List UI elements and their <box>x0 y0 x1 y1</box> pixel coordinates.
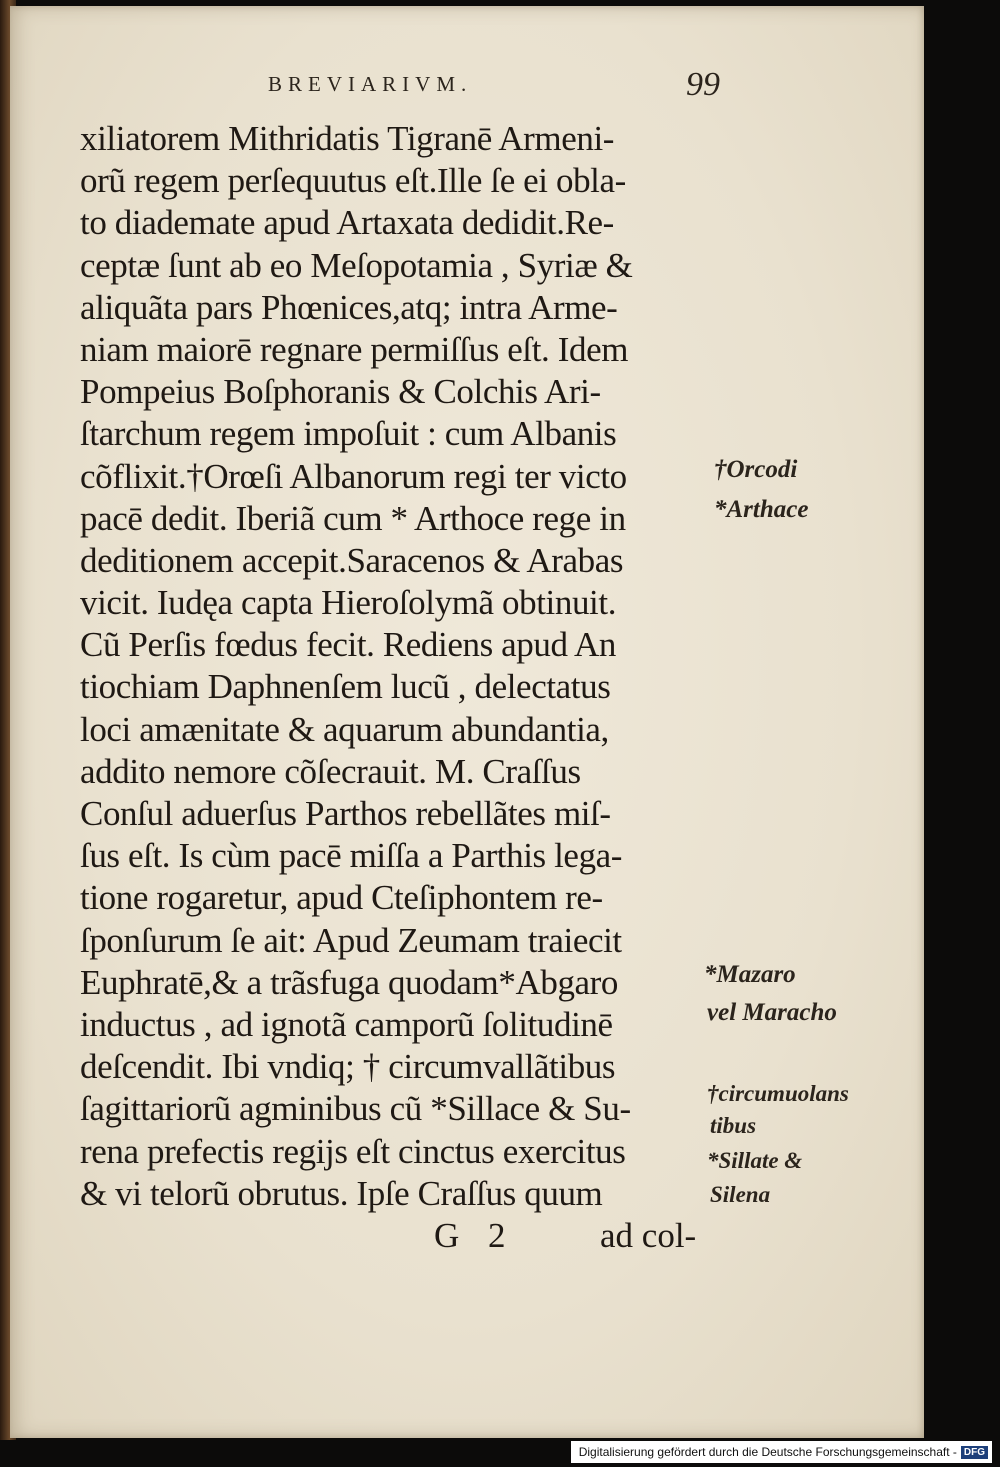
marginal-note-tibus: tibus <box>710 1113 757 1138</box>
text-line: pacē dedit. Iberiã cum * Arthoce rege in <box>80 498 626 538</box>
marginal-note-circumuolans: †circumuolans <box>707 1081 849 1106</box>
marginal-note-arthace: *Arthace <box>714 496 809 523</box>
book-page <box>10 6 924 1438</box>
text-line: niam maiorē regnare permiſſus eſt. Idem <box>80 329 629 369</box>
marginal-note-maracho: vel Maracho <box>707 999 837 1026</box>
marginal-note-sillate: *Sillate & <box>707 1148 803 1173</box>
text-line: addito nemore cõſecrauit. M. Craſſus <box>80 751 581 791</box>
text-line: aliquãta pars Phœnices,atq; intra Arme- <box>80 287 618 327</box>
marginal-note-mazaro: *Mazaro <box>704 961 796 988</box>
text-line: ſus eſt. Is cùm pacē miſſa a Parthis lega- <box>80 836 623 876</box>
catchword: ad col- <box>600 1216 697 1255</box>
text-line: ceptæ ſunt ab eo Meſopotamia , Syriæ & <box>80 245 633 285</box>
text-line: orũ regem perſequutus eſt.Ille ſe ei obla- <box>80 161 626 201</box>
marginal-note-orcodi: †Orcodi <box>714 456 798 483</box>
dfg-logo: DFG <box>961 1446 988 1459</box>
text-line: ſponſurum ſe ait: Apud Zeumam traiecit <box>80 920 622 960</box>
marginal-note-silena: Silena <box>710 1182 771 1207</box>
text-line: inductus , ad ignotã camporũ ſolitudinē <box>80 1004 613 1044</box>
text-line: ſtarchum regem impoſuit : cum Albanis <box>80 414 617 454</box>
signature-mark: G 2 <box>434 1216 516 1255</box>
main-text-block <box>80 118 720 1215</box>
text-line: tione rogaretur, apud Cteſiphontem re- <box>80 878 603 918</box>
text-line: cõflixit.†Orœſi Albanorum regi ter victo <box>80 456 627 496</box>
text-line: rena prefectis regijs eſt cinctus exercitus <box>80 1131 626 1171</box>
text-line: loci amænitate & aquarum abundantia, <box>80 709 609 749</box>
text-line: deſcendit. Ibi vndiq; † circumvallãtibus <box>80 1047 616 1087</box>
text-line: & vi telorũ obrutus. Ipſe Craſſus quum <box>80 1173 603 1213</box>
text-line: deditionem accepit.Saracenos & Arabas <box>80 540 624 580</box>
text-line: Conſul aduerſus Parthos rebellãtes miſ- <box>80 794 611 833</box>
running-header: BREVIARIVM. <box>268 72 473 96</box>
text-line: Cũ Perſis fœdus fecit. Rediens apud An <box>80 625 616 665</box>
text-line: xiliatorem Mithridatis Tigranē Armeni- <box>80 119 615 158</box>
text-line: to diademate apud Artaxata dedidit.Re- <box>80 203 614 243</box>
text-line: tiochiam Daphnenſem lucũ , delectatus <box>80 667 611 707</box>
text-line: vicit. Iudęa capta Hieroſolymã obtinuit. <box>80 583 617 623</box>
page-number: 99 <box>686 66 720 103</box>
digitization-credit <box>571 1441 992 1463</box>
text-line: Euphratē,& a trãsfuga quodam*Abgaro <box>80 962 619 1002</box>
text-line: Pompeius Boſphoranis & Colchis Ari- <box>80 372 601 412</box>
text-line: ſagittariorũ agminibus cũ *Sillace & Su- <box>80 1089 631 1129</box>
credit-text: Digitalisierung gefördert durch die Deutsche Forschungsgemeinschaft - <box>578 1445 957 1459</box>
